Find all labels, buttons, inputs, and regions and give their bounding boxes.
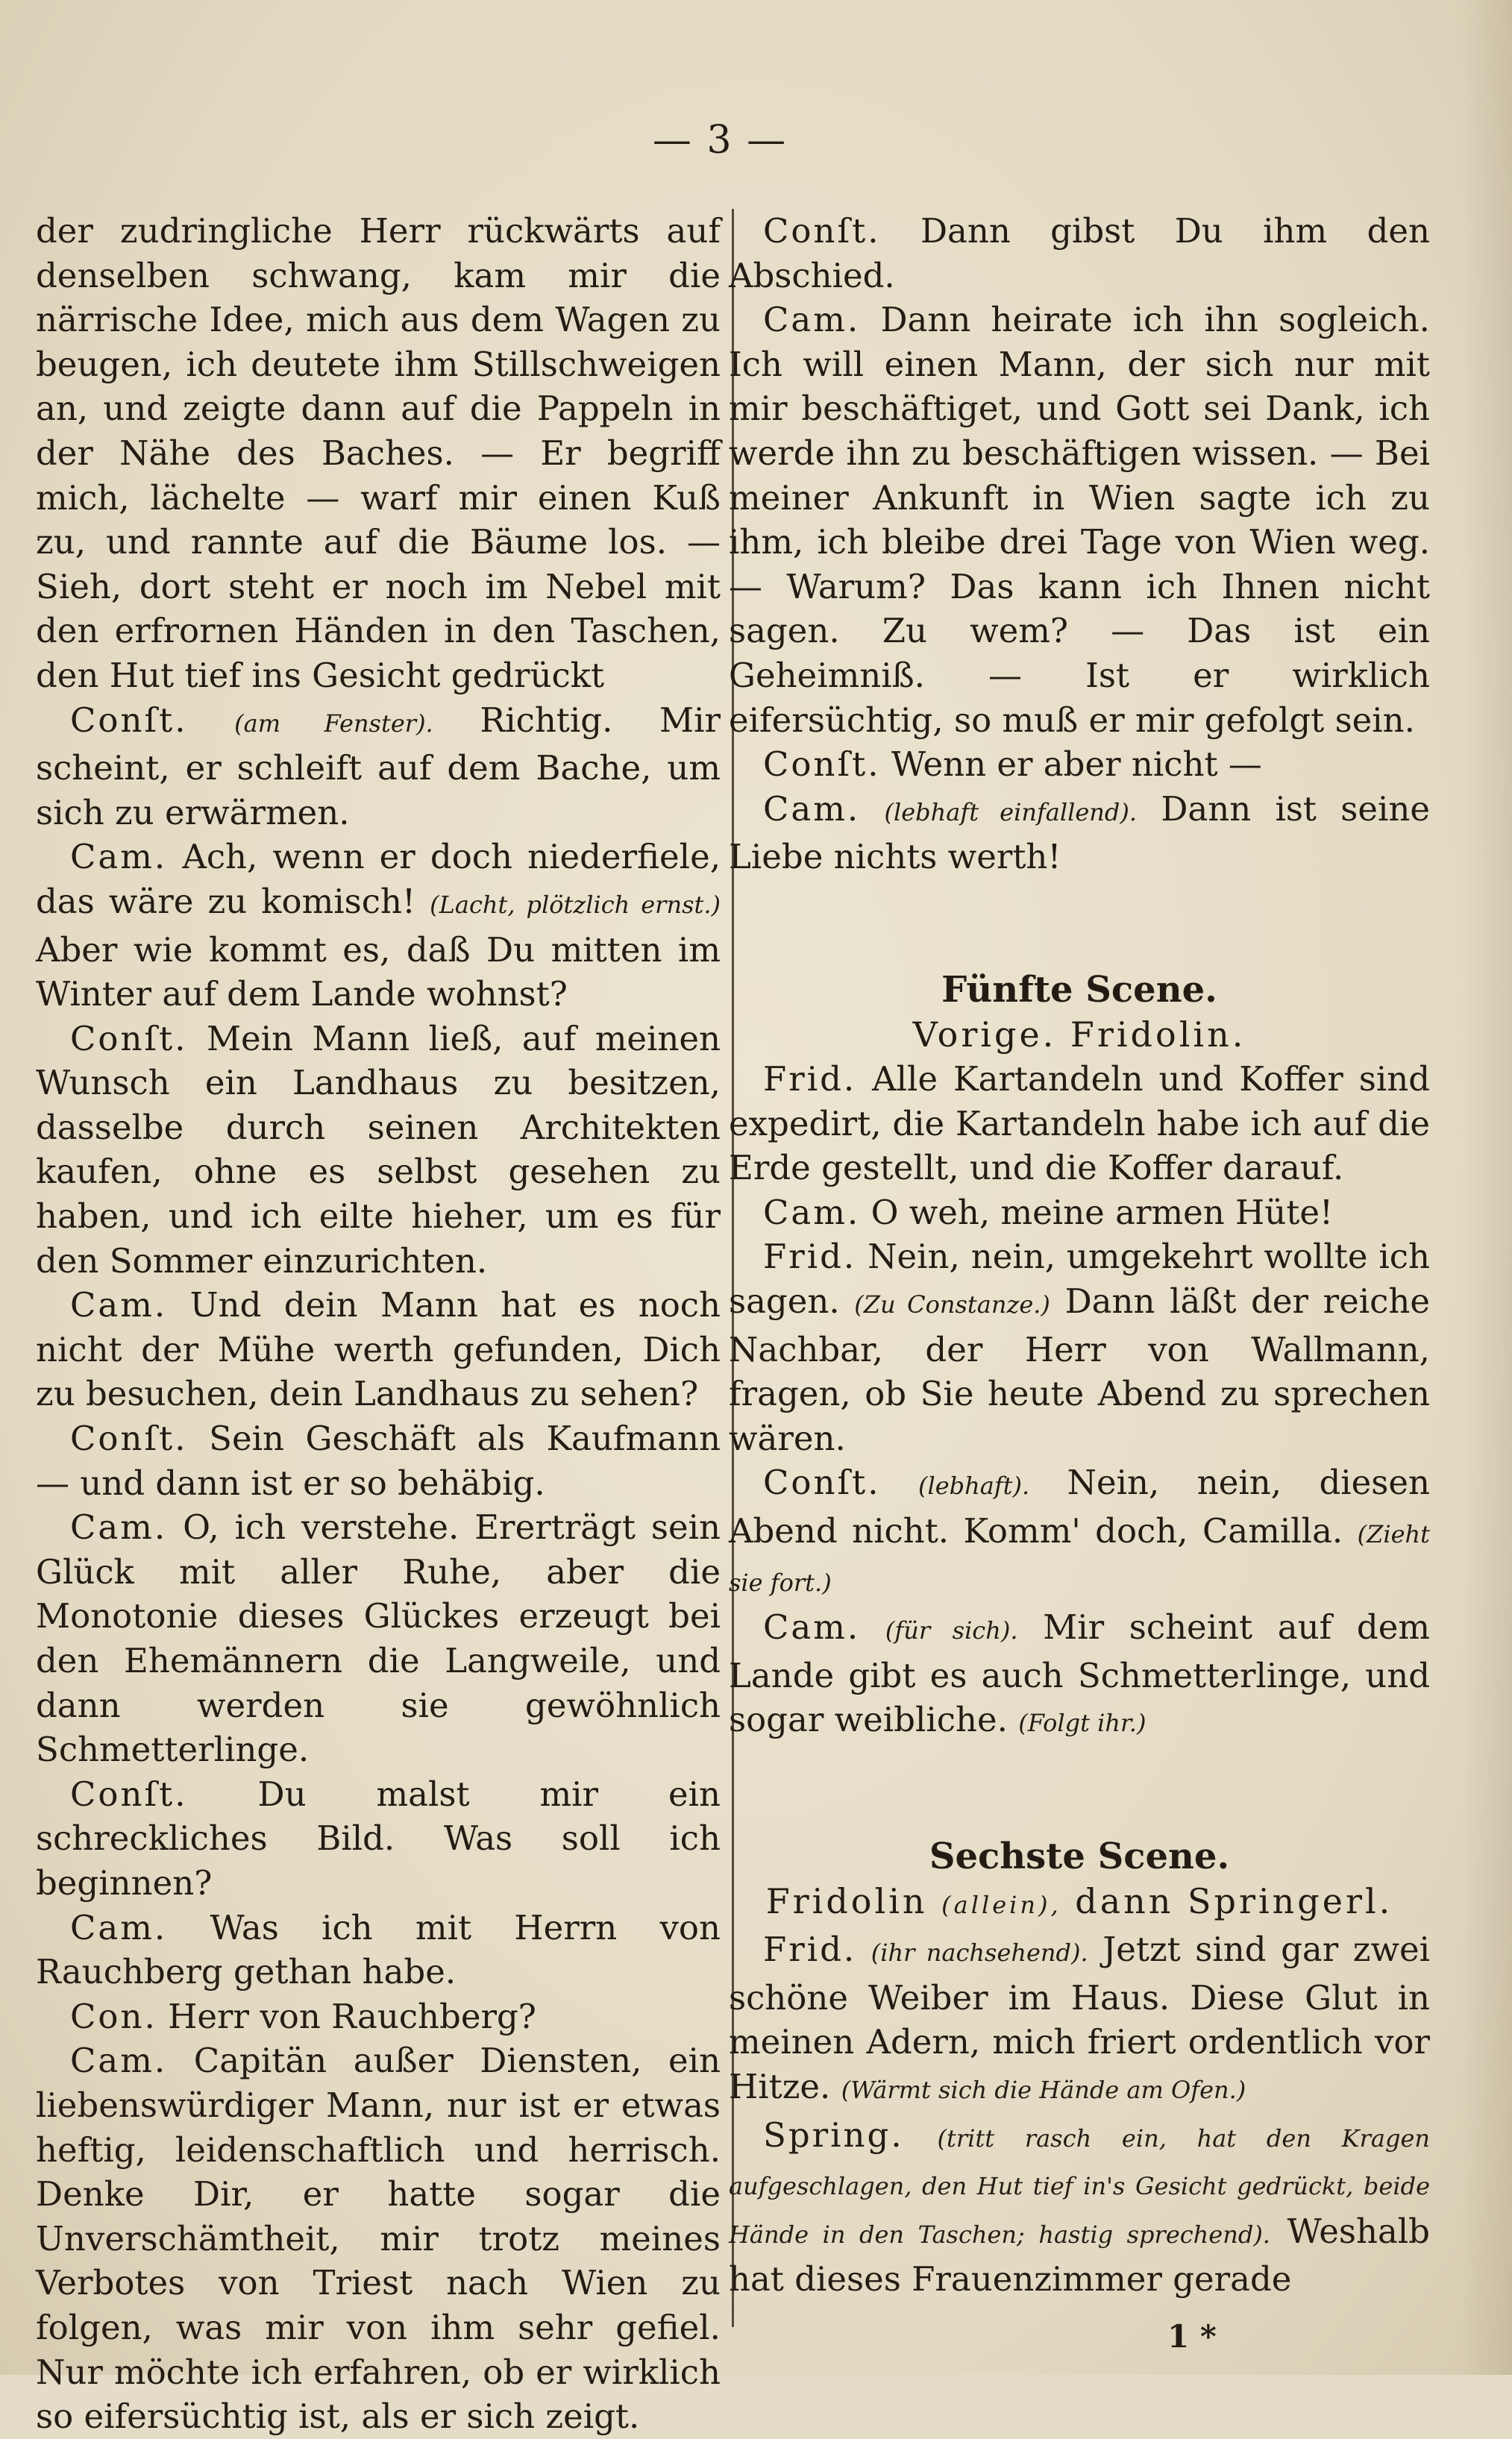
signature-mark: 1 * <box>1167 2318 1217 2355</box>
page-edge-shadow <box>1460 0 1512 2375</box>
dialogue-line: Cam. Ach, wenn er doch niederfiele, das wäre zu komisch! (Lacht, plötzlich ernst.) Aber wie kommt es, daß Du mitten im Winter auf dem Lande wohnst? <box>36 837 721 1014</box>
right-column <box>729 209 1430 2302</box>
scene-heading: Sechste Scene. <box>929 1836 1230 1877</box>
speaker: Con. <box>70 1996 157 2036</box>
speaker: Cam. <box>70 1907 168 1947</box>
paragraph: der zudringliche Herr rückwärts auf denselben schwang, kam mir die närrische Idee, mich aus dem Wagen zu beugen, ich deutete ihm Stillschweigen an, und zeigte dann auf die Pappeln in der Nähe des Baches. — Er begriff mich, lächelte — warf mir einen Kuß zu, und rannte auf die Bäume los. — Sieh, dort steht er noch im Nebel mit den erfrornen Händen in den Taschen, den Hut tief ins Gesicht gedrückt <box>36 211 721 695</box>
stage-direction: (am Fenster). <box>234 709 433 738</box>
stage-direction: (Folgt ihr.) <box>1018 1709 1146 1738</box>
speaker: Cam. <box>763 300 861 340</box>
speaker: Conſt. <box>763 1463 881 1503</box>
speaker: Conſt. <box>763 744 881 785</box>
dialogue-line: Conſt. Mein Mann ließ, auf meinen Wunsch ein Landhaus zu besitzen, dasselbe durch seinen Architekten kaufen, ohne es selbst gesehen zu haben, und ich eilte hieher, um es für den Sommer einzurichten. <box>36 1018 721 1281</box>
stage-direction: (Zu Constanze.) <box>854 1290 1050 1319</box>
stage-direction: (Wärmt sich die Hände am Ofen.) <box>841 2075 1246 2104</box>
dialogue-line: Cam. O, ich verstehe. Ererträgt sein Glück mit aller Ruhe, aber die Monotonie dieses Glückes erzeugt bei den Ehemännern die Langweile, und dann werden sie gewöhnlich Schmetterlinge. <box>36 1507 721 1770</box>
stage-direction: (tritt rasch ein, hat den Kragen aufgeschlagen, den Hut tief in's Gesicht gedrückt, beide Hände in den Taschen; hastig sprechend). <box>729 2123 1430 2249</box>
dialogue-line: Frid. Alle Kartandeln und Koffer sind expedirt, die Kartandeln habe ich auf die Erde gestellt, und die Koffer darauf. <box>729 1059 1430 1188</box>
dialogue-line: Conſt. (lebhaft). Nein, nein, diesen Abend nicht. Komm' doch, Camilla. (Zieht sie fort.) <box>729 1463 1430 1597</box>
speaker: Cam. <box>763 1192 861 1232</box>
speaker: Cam. <box>70 2041 168 2081</box>
speaker: Conſt. <box>763 211 881 251</box>
speaker: Cam. <box>70 1285 168 1325</box>
speaker: Cam. <box>70 1507 168 1548</box>
stage-direction: (Lacht, plötzlich ernst.) <box>430 890 721 919</box>
scene-cast: Fridolin (allein), dann Springerl. <box>765 1880 1393 1921</box>
scene-cast: Vorige. Fridolin. <box>912 1014 1246 1055</box>
left-column <box>36 209 721 2439</box>
stage-direction: (für sich). <box>885 1616 1018 1645</box>
stage-direction: (lebhaft). <box>918 1472 1030 1501</box>
speaker: Cam. <box>763 788 861 829</box>
dialogue-line: Conſt. Dann gibst Du ihm den Abschied. <box>729 211 1430 295</box>
dialogue-line: Cam. (lebhaft einfallend). Dann ist seine Liebe nichts werth! <box>729 788 1431 877</box>
spacer <box>729 1746 1430 1835</box>
speaker: Frid. <box>763 1930 857 1970</box>
dialogue-line: Frid. Nein, nein, umgekehrt wollte ich sagen. (Zu Constanze.) Dann läßt der reiche Nachbar, der Herr von Wallmann, fragen, ob Sie heute Abend zu sprechen wären. <box>729 1237 1430 1458</box>
stage-direction: (Zieht sie fort.) <box>729 1520 1430 1597</box>
dialogue-line: Cam. O weh, meine armen Hüte! <box>763 1192 1334 1232</box>
dialogue-line: Conſt. Wenn er aber nicht — <box>763 744 1262 785</box>
speaker: Conſt. <box>70 1419 188 1459</box>
stage-direction: (allein), <box>941 1890 1061 1919</box>
speaker: Spring. <box>763 2115 904 2155</box>
scene-heading: Fünfte Scene. <box>941 968 1217 1011</box>
stage-direction: (ihr nachsehend). <box>871 1939 1088 1968</box>
speaker: Conſt. <box>70 1774 188 1814</box>
speaker: Cam. <box>70 837 168 877</box>
speaker: Cam. <box>763 1607 861 1648</box>
speaker: Conſt. <box>70 700 188 740</box>
dialogue-line: Cam. Capitän außer Diensten, ein liebenswürdiger Mann, nur ist er etwas heftig, leidenschaftlich und herrisch. Denke Dir, er hatte sogar die Unverschämtheit, mir trotz meines Verbotes von Triest nach Wien zu folgen, was mir von ihm sehr gefiel. Nur möchte ich erfahren, ob er wirklich so eifersüchtig ist, als er sich zeigt. <box>36 2041 721 2437</box>
speaker: Conſt. <box>70 1018 188 1058</box>
dialogue-line: Conſt. (am Fenster). Richtig. Mir scheint, er schleift auf dem Bache, um sich zu erwärmen. <box>36 700 721 832</box>
dialogue-line: Frid. (ihr nachsehend). Jetzt sind gar zwei schöne Weiber im Haus. Diese Glut in meinen Adern, mich friert ordentlich vor Hitze. (Wärmt sich die Hände am Ofen.) <box>729 1930 1430 2106</box>
dialogue-line: Conſt. Du malst mir ein schreckliches Bild. Was soll ich beginnen? <box>36 1774 721 1903</box>
dialogue-line: Cam. (für sich). Mir scheint auf dem Lande gibt es auch Schmetterlinge, und sogar weibliche. (Folgt ihr.) <box>729 1607 1431 1740</box>
dialogue-line: Conſt. Sein Geschäft als Kaufmann — und dann ist er so behäbig. <box>36 1419 721 1503</box>
dialogue-line: Con. Herr von Rauchberg? <box>70 1996 536 2036</box>
dialogue-line: Cam. Was ich mit Herrn von Rauchberg gethan habe. <box>36 1907 721 1992</box>
spacer <box>729 879 1430 968</box>
stage-direction: (lebhaft einfallend). <box>884 797 1138 826</box>
dialogue-line: Cam. Dann heirate ich ihn sogleich. Ich will einen Mann, der sich nur mit mir beschäftiget, und Gott sei Dank, ich werde ihn zu beschäftigen wissen. — Bei meiner Ankunft in Wien sagte ich zu ihm, ich bleibe drei Tage von Wien weg. — Warum? Das kann ich Ihnen nicht sagen. Zu wem? — Das ist ein Geheimniß. — Ist er wirklich eifersüchtig, so muß er mir gefolgt sein. <box>729 300 1430 740</box>
page-number: — 3 — <box>652 118 788 163</box>
speaker: Frid. <box>763 1237 857 1277</box>
dialogue-line: Spring. (tritt rasch ein, hat den Kragen aufgeschlagen, den Hut tief in's Gesicht gedrückt, beide Hände in den Taschen; hastig sprechend). Weshalb hat dieses Frauenzimmer gerade <box>729 2115 1430 2300</box>
speaker: Frid. <box>763 1059 857 1099</box>
dialogue-line: Cam. Und dein Mann hat es noch nicht der Mühe werth gefunden, Dich zu besuchen, dein Landhaus zu sehen? <box>36 1285 721 1414</box>
